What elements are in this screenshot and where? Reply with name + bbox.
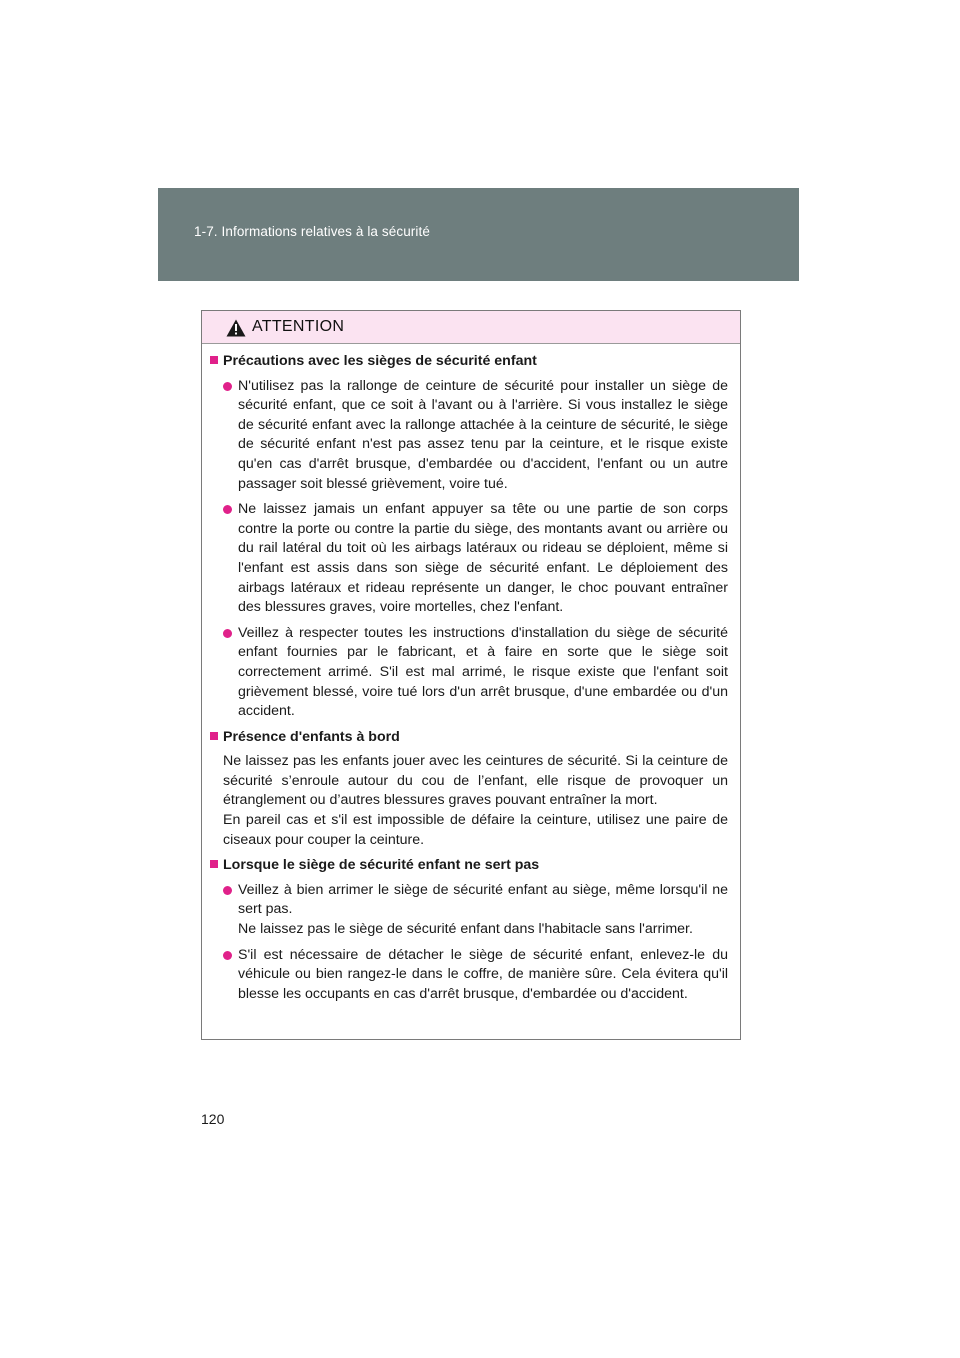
warning-body — [202, 344, 740, 1004]
paragraph: Ne laissez pas les enfants jouer avec les ceintures de sécurité. Si la ceinture de sécurité s’enroule autour du cou de l’enfant, elle risque de provoquer un étranglement ou d’autres blessures graves pouvant entraîner la mort. En pareil cas et s'il est impossible de défaire la ceinture, utilisez une paire de ciseaux pour couper la ceinture. — [223, 753, 728, 848]
section-title: Précautions avec les sièges de sécurité enfant — [223, 353, 537, 369]
list-item-text: S'il est nécessaire de détacher le siège de sécurité enfant, enlevez-le du véhicule ou bien rangez-le dans le coffre, de manière sûre. Cela évitera qu'il blesse les occupants en cas d'arrêt brusque, d'embardée ou d'accident. — [238, 946, 728, 1002]
list-item — [223, 946, 728, 1005]
warning-title: ATTENTION — [252, 318, 345, 335]
list-item — [223, 377, 728, 495]
warning-box — [201, 310, 741, 1040]
round-bullet-icon — [223, 951, 232, 960]
round-bullet-icon — [223, 886, 232, 895]
section-label: 1-7. Informations relatives à la sécurité — [194, 224, 430, 239]
square-bullet-icon — [210, 356, 218, 364]
list-item-text: Ne laissez jamais un enfant appuyer sa tête ou une partie de son corps contre la porte ou contre la partie du siège, des montants avant ou arrière ou du rail latéral du toit où les airbags latéraux ou rideau se déploient, même si l'enfant est assis dans son siège de sécurité enfant. Le déploiement des airbags latéraux et rideau représente un danger, le choc pouvant entraîner des blessures graves, voire mortelles, chez l'enfant. — [238, 501, 728, 616]
list-item-text: Veillez à bien arrimer le siège de sécurité enfant au siège, même lorsqu'il ne sert pas. Ne laissez pas le siège de sécurité enfant dans l'habitacle sans l'arrimer. — [238, 881, 728, 938]
section-seat-not-used — [210, 856, 728, 1004]
section-title: Présence d'enfants à bord — [223, 728, 400, 745]
header-band — [158, 188, 799, 281]
list-item — [223, 624, 728, 722]
page-number: 120 — [201, 1111, 225, 1127]
round-bullet-icon — [223, 505, 232, 514]
warning-triangle-icon — [226, 319, 246, 337]
section-children-on-board — [210, 728, 728, 851]
list-item-text: Veillez à respecter toutes les instructions d'installation du siège de sécurité enfant fournies par le fabricant, et à faire en sorte que le siège soit correctement arrimé. S'il est mal arrimé, le risque existe que l'enfant soit grièvement blessé, voire tué lors d'un arrêt brusque, d'une embardée ou d'un accident. — [238, 624, 728, 720]
list-item-text: N'utilisez pas la rallonge de ceinture de sécurité pour installer un siège de sécurité enfant, que ce soit à l'avant ou à l'arrière. Si vous installez le siège de sécurité enfant avec la rallonge attachée à la ceinture de sécurité, le siège de sécurité enfant n'est pas assez tenu par la ceinture, et le risque existe qu'en cas d'arrêt brusque, d'embardée ou d'accident, l'enfant ou un autre passager soit blessé grièvement, voire tué. — [238, 377, 728, 492]
section-child-seat-precautions — [210, 352, 728, 722]
round-bullet-icon — [223, 629, 232, 638]
round-bullet-icon — [223, 382, 232, 391]
square-bullet-icon — [210, 732, 218, 740]
warning-header — [202, 311, 740, 344]
list-item — [223, 881, 728, 940]
list-item — [223, 500, 728, 618]
section-title: Lorsque le siège de sécurité enfant ne sert pas — [223, 857, 540, 874]
square-bullet-icon — [210, 860, 218, 868]
